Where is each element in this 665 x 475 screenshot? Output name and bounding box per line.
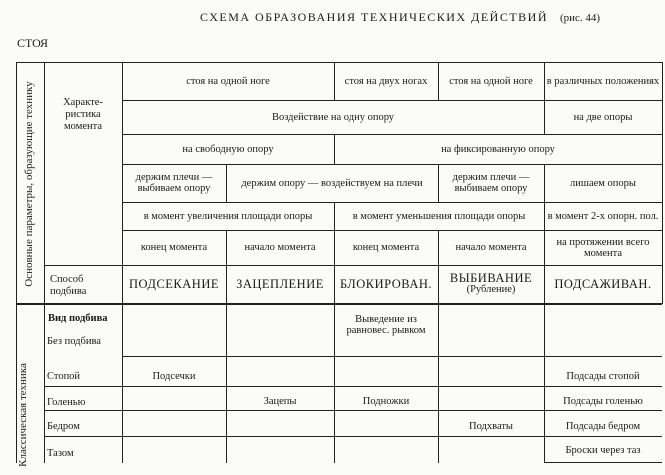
entry-podnozhki: Подножки (362, 395, 410, 407)
r2-cell: на две опоры (573, 111, 633, 123)
r6-cell: на протяжении всего момента (556, 236, 650, 259)
entry-broski-cherez-taz: Броски через таз (565, 444, 641, 456)
row-label: Стопой (47, 371, 81, 382)
r5-cell: в момент уменьшения площади опоры (352, 210, 526, 222)
method-cell: БЛОКИРОВАН. (339, 276, 433, 291)
r4-cell: держим плечи — выбиваем опору (135, 172, 213, 194)
method-cell: ЗАЦЕПЛЕНИЕ (236, 276, 324, 291)
r3-cell: на фиксированную опору (441, 143, 555, 155)
stance-label: СТОЯ (17, 36, 48, 50)
characteristic-header: Характе-ристика момента (63, 97, 103, 132)
row-label: Голенью (47, 397, 86, 408)
method-header: Способ подбива (50, 274, 87, 297)
r6-cell: конец момента (140, 242, 208, 253)
entry-podsechki: Подсечки (152, 370, 196, 382)
page-title: СХЕМА ОБРАЗОВАНИЯ ТЕХНИЧЕСКИХ ДЕЙСТВИЙ (рис. 44) (200, 10, 601, 24)
r1-cell: стоя на одной ноге (449, 75, 533, 87)
r5-cell: в момент увеличения площади опоры (143, 210, 313, 222)
basic-params-label: Основные параметры, образующие технику (23, 81, 35, 287)
row-label: Бедром (47, 421, 80, 432)
entry-podkhvaty: Подхваты (469, 420, 513, 432)
method-cell: ПОДСАЖИВАН. (554, 276, 652, 291)
row-label: Тазом (47, 448, 74, 459)
r6-cell: конец момента (352, 242, 420, 253)
r1-cell: в различных положениях (546, 75, 660, 87)
entry-podsady-stopoj: Подсады стопой (566, 370, 640, 382)
entry-vyvedenie: Выведение из равновес. рывком (346, 314, 426, 336)
r6-cell: начало момента (244, 242, 316, 253)
method-cell: ВЫБИВАНИЕ (Рубление) (449, 271, 533, 295)
entry-podsady-bedrom: Подсады бедром (565, 420, 641, 432)
row-label: Без подбива (47, 336, 101, 347)
r3-cell: на свободную опору (182, 143, 274, 155)
r6-cell: начало момента (455, 242, 527, 253)
r4-cell: держим плечи — выбиваем опору (452, 172, 530, 194)
entry-podsady-golenyu: Подсады голенью (563, 395, 643, 407)
classic-technique-label: Классическая техника (17, 363, 29, 467)
method-cell: ПОДСЕКАНИЕ (129, 276, 219, 291)
r1-cell: стоя на двух ногах (344, 75, 428, 87)
r4-cell: держим опору — воздействуем на плечи (241, 177, 423, 189)
kind-header: Вид подбива (48, 312, 108, 324)
r5-cell: в момент 2-х опорн. пол. (547, 210, 659, 222)
r1-cell: стоя на одной ноге (186, 75, 270, 87)
entry-zacepy: Зацепы (263, 395, 297, 407)
r2-cell: Воздействие на одну опору (271, 111, 395, 123)
figure-reference: (рис. 44) (560, 12, 601, 24)
r4-cell: лишаем опоры (570, 177, 636, 189)
